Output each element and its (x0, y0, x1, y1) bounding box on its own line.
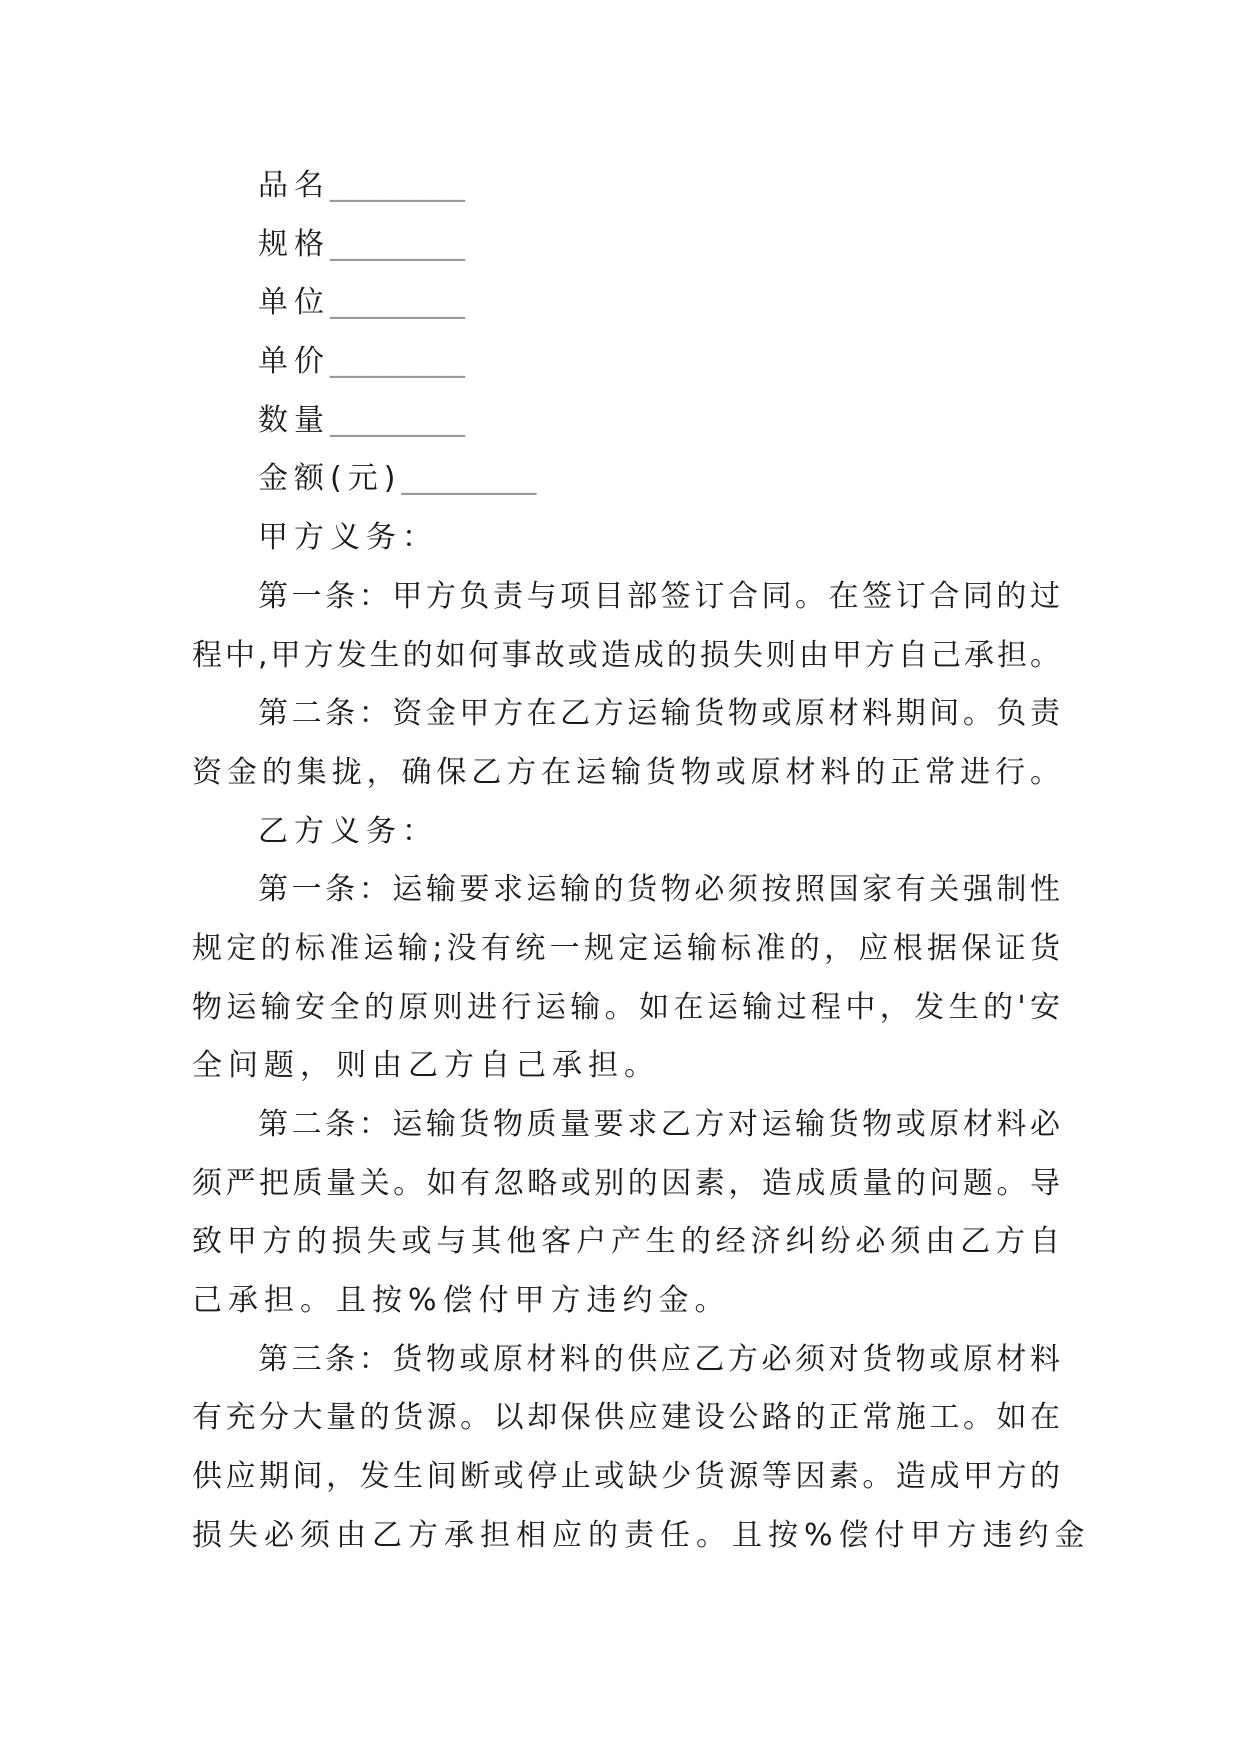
clause-line: 己承担。且按%偿付甲方违约金。 (192, 1283, 731, 1319)
field-label: 品名 (258, 168, 330, 203)
clause-line: 第二条：运输货物质量要求乙方对运输货物或原材料必 (258, 1107, 1060, 1142)
field-blank: _________ (330, 285, 465, 321)
contract-document (192, 157, 1091, 1566)
field-blank: _________ (330, 402, 465, 438)
field-blank: _________ (330, 344, 465, 380)
field-label: 单价 (258, 344, 330, 380)
clause-line: 有充分大量的货源。以却保供应建设公路的正常施工。如在 (192, 1400, 1060, 1436)
field-product-name (192, 157, 1060, 216)
field-unit-price (192, 333, 1060, 392)
field-spec (192, 216, 1060, 275)
clause-line: 须严把质量关。如有忽略或别的因素，造成质量的问题。导 (192, 1165, 1060, 1201)
field-blank: _________ (401, 461, 537, 497)
party-a-heading: 甲方义务： (258, 520, 438, 556)
clause-line: 损失必须由乙方承担相应的责任。且按%偿付甲方违约金 (192, 1517, 1091, 1553)
party-b-heading: 乙方义务： (258, 813, 438, 849)
clause-line: 第二条：资金甲方在乙方运输货物或原材料期间。负责 (258, 696, 1060, 732)
clause-line: 程中,甲方发生的如何事故或造成的损失则由甲方自己承担。 (192, 637, 1060, 673)
clause-line: 供应期间，发生间断或停止或缺少货源等因素。造成甲方的 (192, 1459, 1060, 1495)
clause-line: 全问题，则由乙方自己承担。 (192, 1048, 660, 1084)
clause-line: 物运输安全的原则进行运输。如在运输过程中，发生的'安 (192, 989, 1060, 1025)
clause-line: 致甲方的损失或与其他客户产生的经济纠纷必须由乙方自 (192, 1224, 1060, 1260)
field-unit (192, 274, 1060, 333)
clause-line: 规定的标准运输;没有统一规定运输标准的，应根据保证货 (192, 930, 1060, 966)
field-label: 数量 (258, 402, 330, 438)
field-quantity (192, 392, 1060, 451)
clause-line: 第一条：甲方负责与项目部签订合同。在签订合同的过 (258, 578, 1060, 614)
field-blank: _________ (330, 168, 465, 203)
clause-line: 第一条：运输要求运输的货物必须按照国家有关强制性 (258, 872, 1060, 908)
field-label: 金额(元) (258, 461, 402, 497)
field-label: 单位 (258, 285, 330, 321)
clause-line: 第三条：货物或原材料的供应乙方必须对货物或原材料 (258, 1341, 1060, 1377)
field-amount (192, 450, 1060, 509)
clause-line: 资金的集拢，确保乙方在运输货物或原材料的正常进行。 (192, 754, 1060, 790)
field-label: 规格 (258, 226, 330, 262)
field-blank: _________ (330, 226, 465, 262)
